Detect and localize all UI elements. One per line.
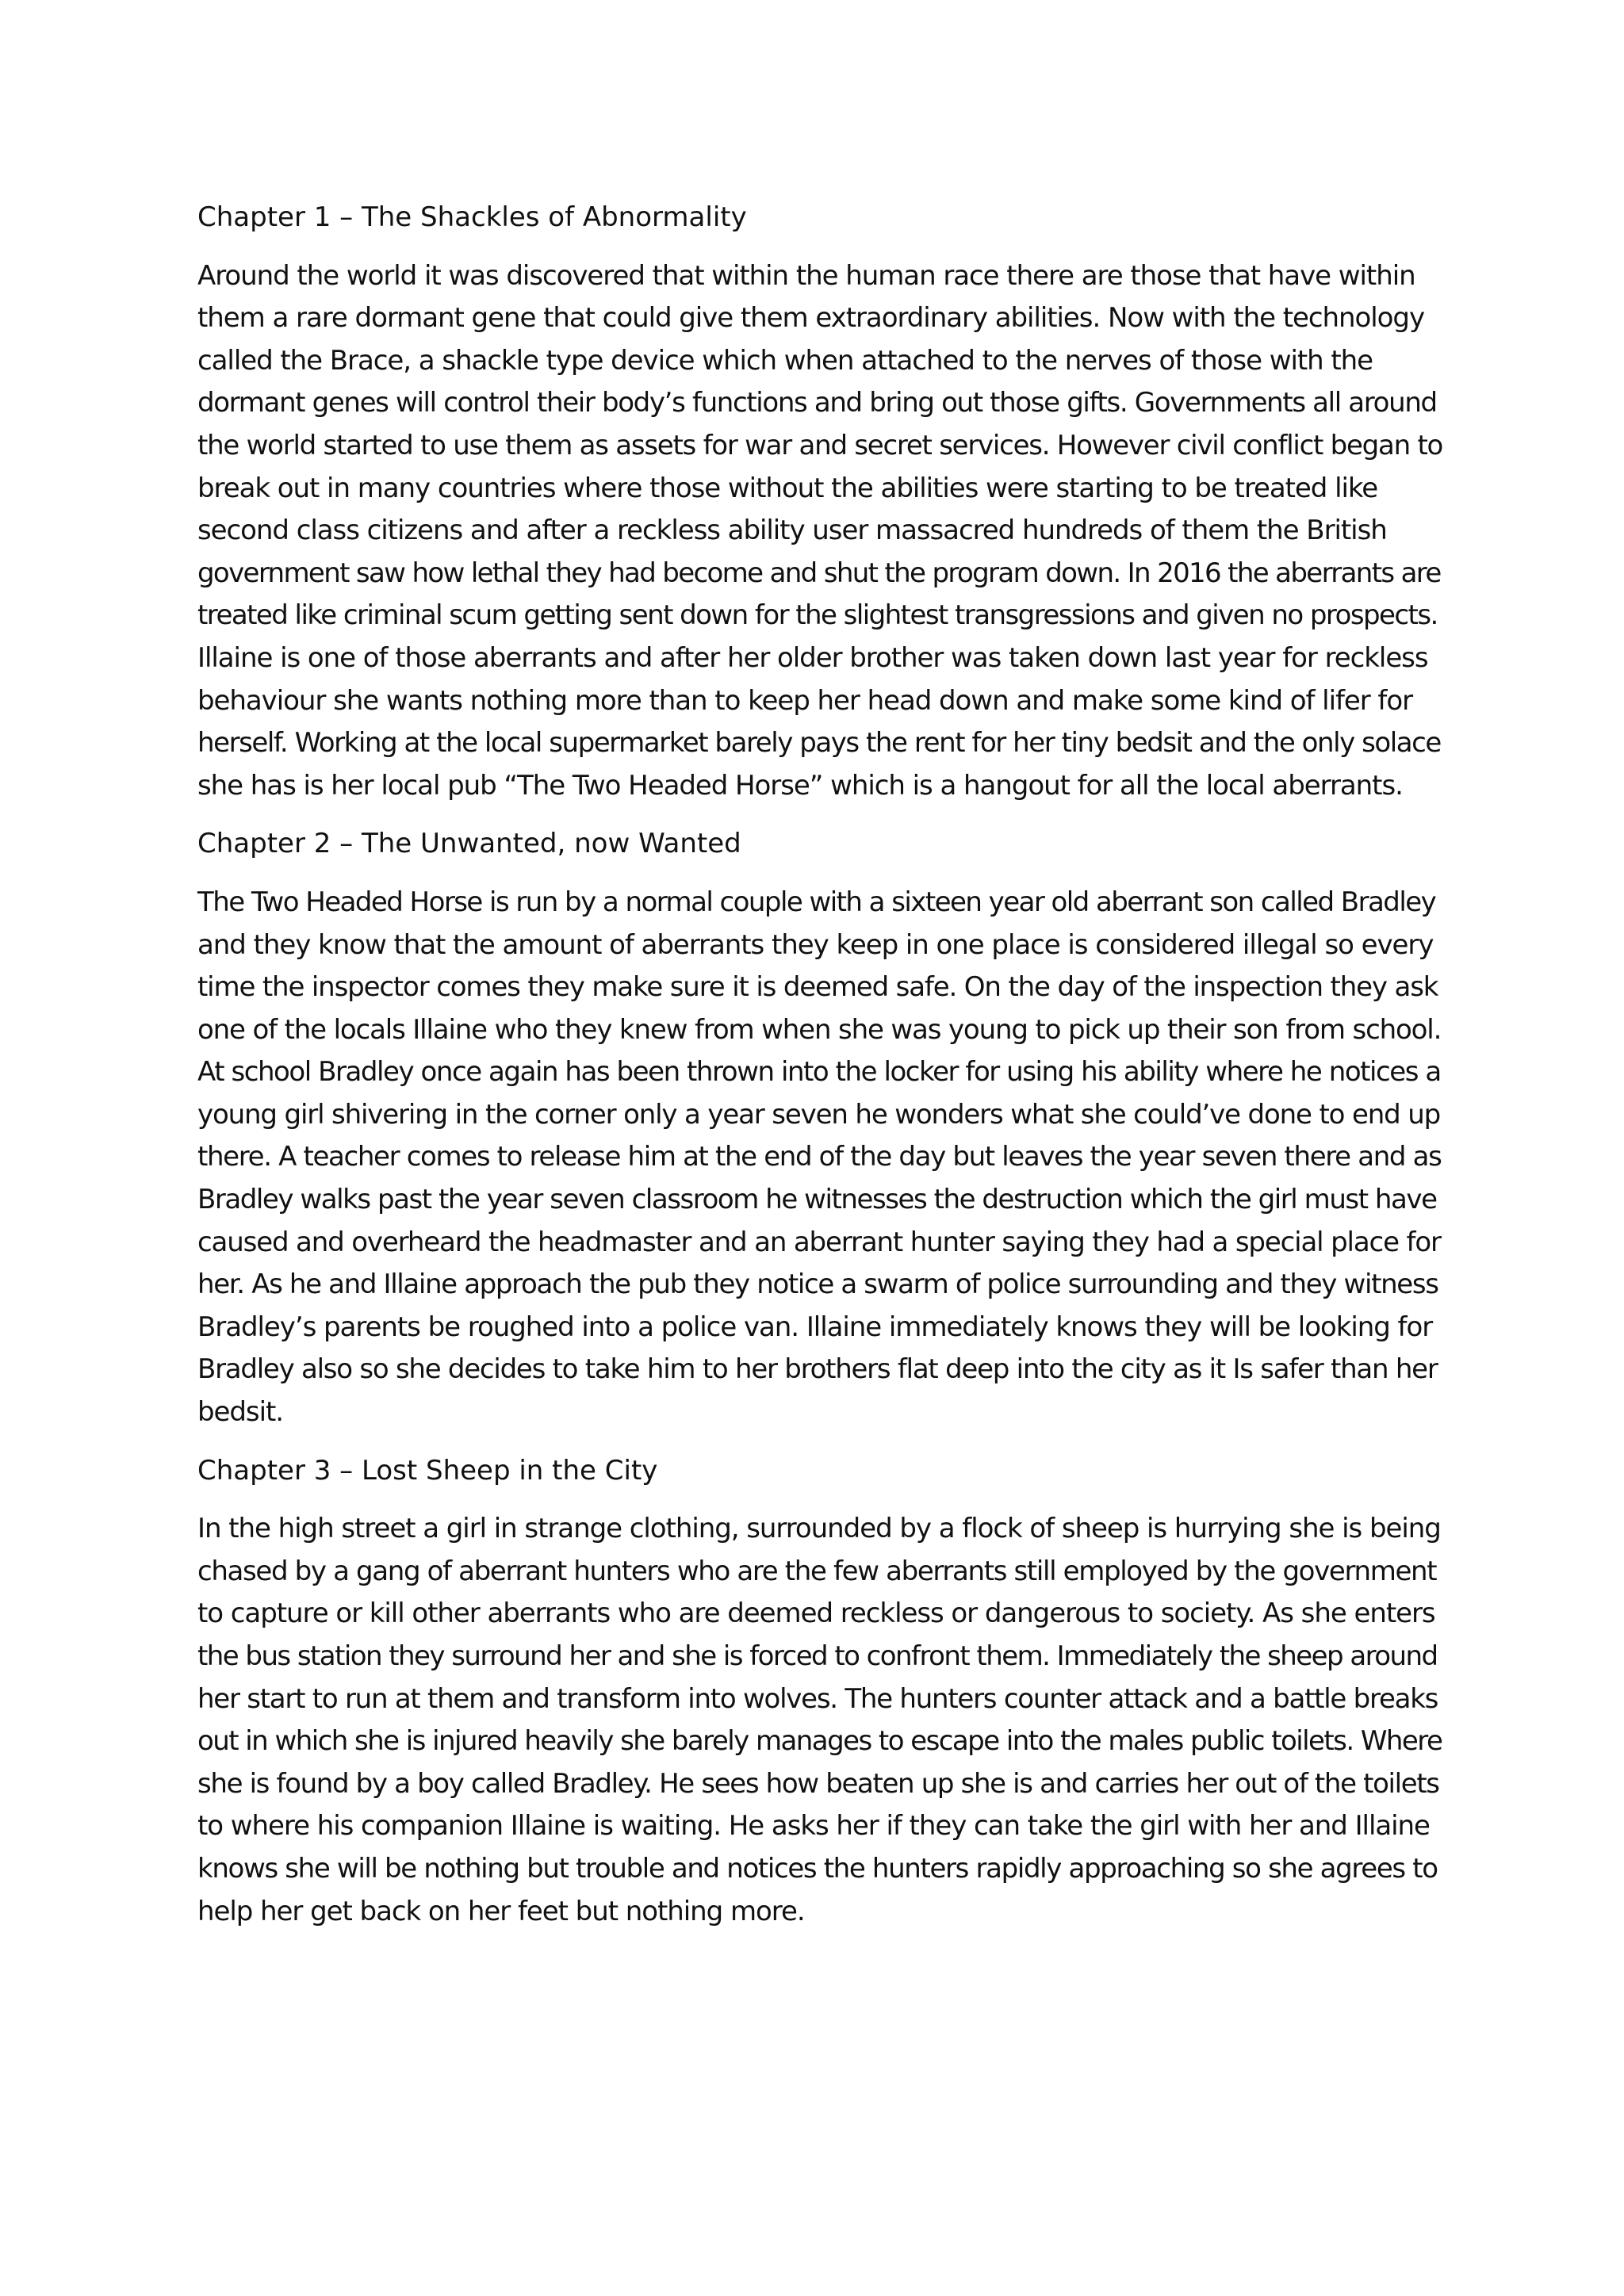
text-line: called the Brace, a shackle type device which when attached to the nerves of those with the [197, 344, 1373, 377]
text-line: Illaine is one of those aberrants and after her older brother was taken down last year for reckless [197, 641, 1428, 674]
text-line: to capture or kill other aberrants who are deemed reckless or dangerous to society. As she enters [197, 1598, 1435, 1630]
text-line: The Two Headed Horse is run by a normal couple with a sixteen year old aberrant son called Bradley [197, 886, 1436, 918]
text-line: she is found by a boy called Bradley. He sees how beaten up she is and carries her out of the toilets [197, 1767, 1439, 1800]
text-line: out in which she is injured heavily she barely manages to escape into the males public toilets. Where [197, 1725, 1442, 1758]
chapter-heading: Chapter 3 – Lost Sheep in the City [197, 1454, 658, 1487]
chapter-synopsis [197, 882, 1442, 1434]
chapter-heading: Chapter 2 – The Unwanted, now Wanted [197, 828, 741, 860]
text-line: caused and overheard the headmaster and an aberrant hunter saying they had a special place for [197, 1226, 1441, 1258]
text-line: break out in many countries where those without the abilities were starting to be treated like [197, 472, 1378, 504]
text-line: treated like criminal scum getting sent down for the slightest transgressions and given no prospects. [197, 599, 1438, 632]
text-line: Bradley walks past the year seven classroom he witnesses the destruction which the girl must have [197, 1184, 1437, 1216]
text-line: one of the locals Illaine who they knew from when she was young to pick up their son from school. [197, 1013, 1442, 1046]
chapter-synopsis [197, 255, 1442, 808]
text-line: second class citizens and after a reckless ability user massacred hundreds of them the British [197, 515, 1387, 547]
chapter-synopsis [197, 1508, 1442, 1933]
text-line: knows she will be nothing but trouble and notices the hunters rapidly approaching so she agrees to [197, 1852, 1438, 1885]
text-line: her. As he and Illaine approach the pub they notice a swarm of police surrounding and they witness [197, 1269, 1438, 1301]
chapter-heading: Chapter 1 – The Shackles of Abnormality [197, 201, 747, 233]
text-line: behaviour she wants nothing more than to keep her head down and make some kind of lifer for [197, 684, 1413, 717]
document-body [197, 197, 1442, 1949]
text-line: the bus station they surround her and she is forced to confront them. Immediately the sheep around [197, 1640, 1438, 1672]
text-line: young girl shivering in the corner only a year seven he wonders what she could’ve done to end up [197, 1098, 1441, 1131]
text-line: time the inspector comes they make sure it is deemed safe. On the day of the inspection they ask [197, 971, 1438, 1004]
text-line: there. A teacher comes to release him at the end of the day but leaves the year seven there and as [197, 1141, 1442, 1173]
text-line: Bradley also so she decides to take him to her brothers flat deep into the city as it Is safer than her [197, 1353, 1438, 1386]
text-line: bedsit. [197, 1396, 284, 1429]
text-line: dormant genes will control their body’s functions and bring out those gifts. Governments all around [197, 387, 1437, 419]
text-line: and they know that the amount of aberrants they keep in one place is considered illegal so every [197, 928, 1434, 961]
text-line: government saw how lethal they had become and shut the program down. In 2016 the aberrants are [197, 557, 1441, 589]
text-line: the world started to use them as assets for war and secret services. However civil conflict began to [197, 429, 1443, 461]
text-line: In the high street a girl in strange clothing, surrounded by a flock of sheep is hurrying she is being [197, 1513, 1441, 1545]
text-line: to where his companion Illaine is waiting. He asks her if they can take the girl with her and Illaine [197, 1810, 1430, 1843]
text-line: her start to run at them and transform into wolves. The hunters counter attack and a battle breaks [197, 1682, 1438, 1715]
text-line: Bradley’s parents be roughed into a police van. Illaine immediately knows they will be looking for [197, 1311, 1433, 1343]
text-line: she has is her local pub “The Two Headed Horse” which is a hangout for all the local aberrants. [197, 769, 1403, 802]
text-line: Around the world it was discovered that within the human race there are those that have within [197, 259, 1415, 292]
text-line: help her get back on her feet but nothing more. [197, 1895, 805, 1927]
text-line: herself. Working at the local supermarket barely pays the rent for her tiny bedsit and the only solace [197, 727, 1441, 760]
chapter-3 [197, 1450, 1442, 1934]
text-line: chased by a gang of aberrant hunters who are the few aberrants still employed by the government [197, 1555, 1437, 1587]
chapter-2 [197, 823, 1442, 1433]
chapter-1 [197, 197, 1442, 807]
text-line: At school Bradley once again has been thrown into the locker for using his ability where he notices a [197, 1056, 1441, 1089]
text-line: them a rare dormant gene that could give them extraordinary abilities. Now with the technology [197, 302, 1425, 335]
